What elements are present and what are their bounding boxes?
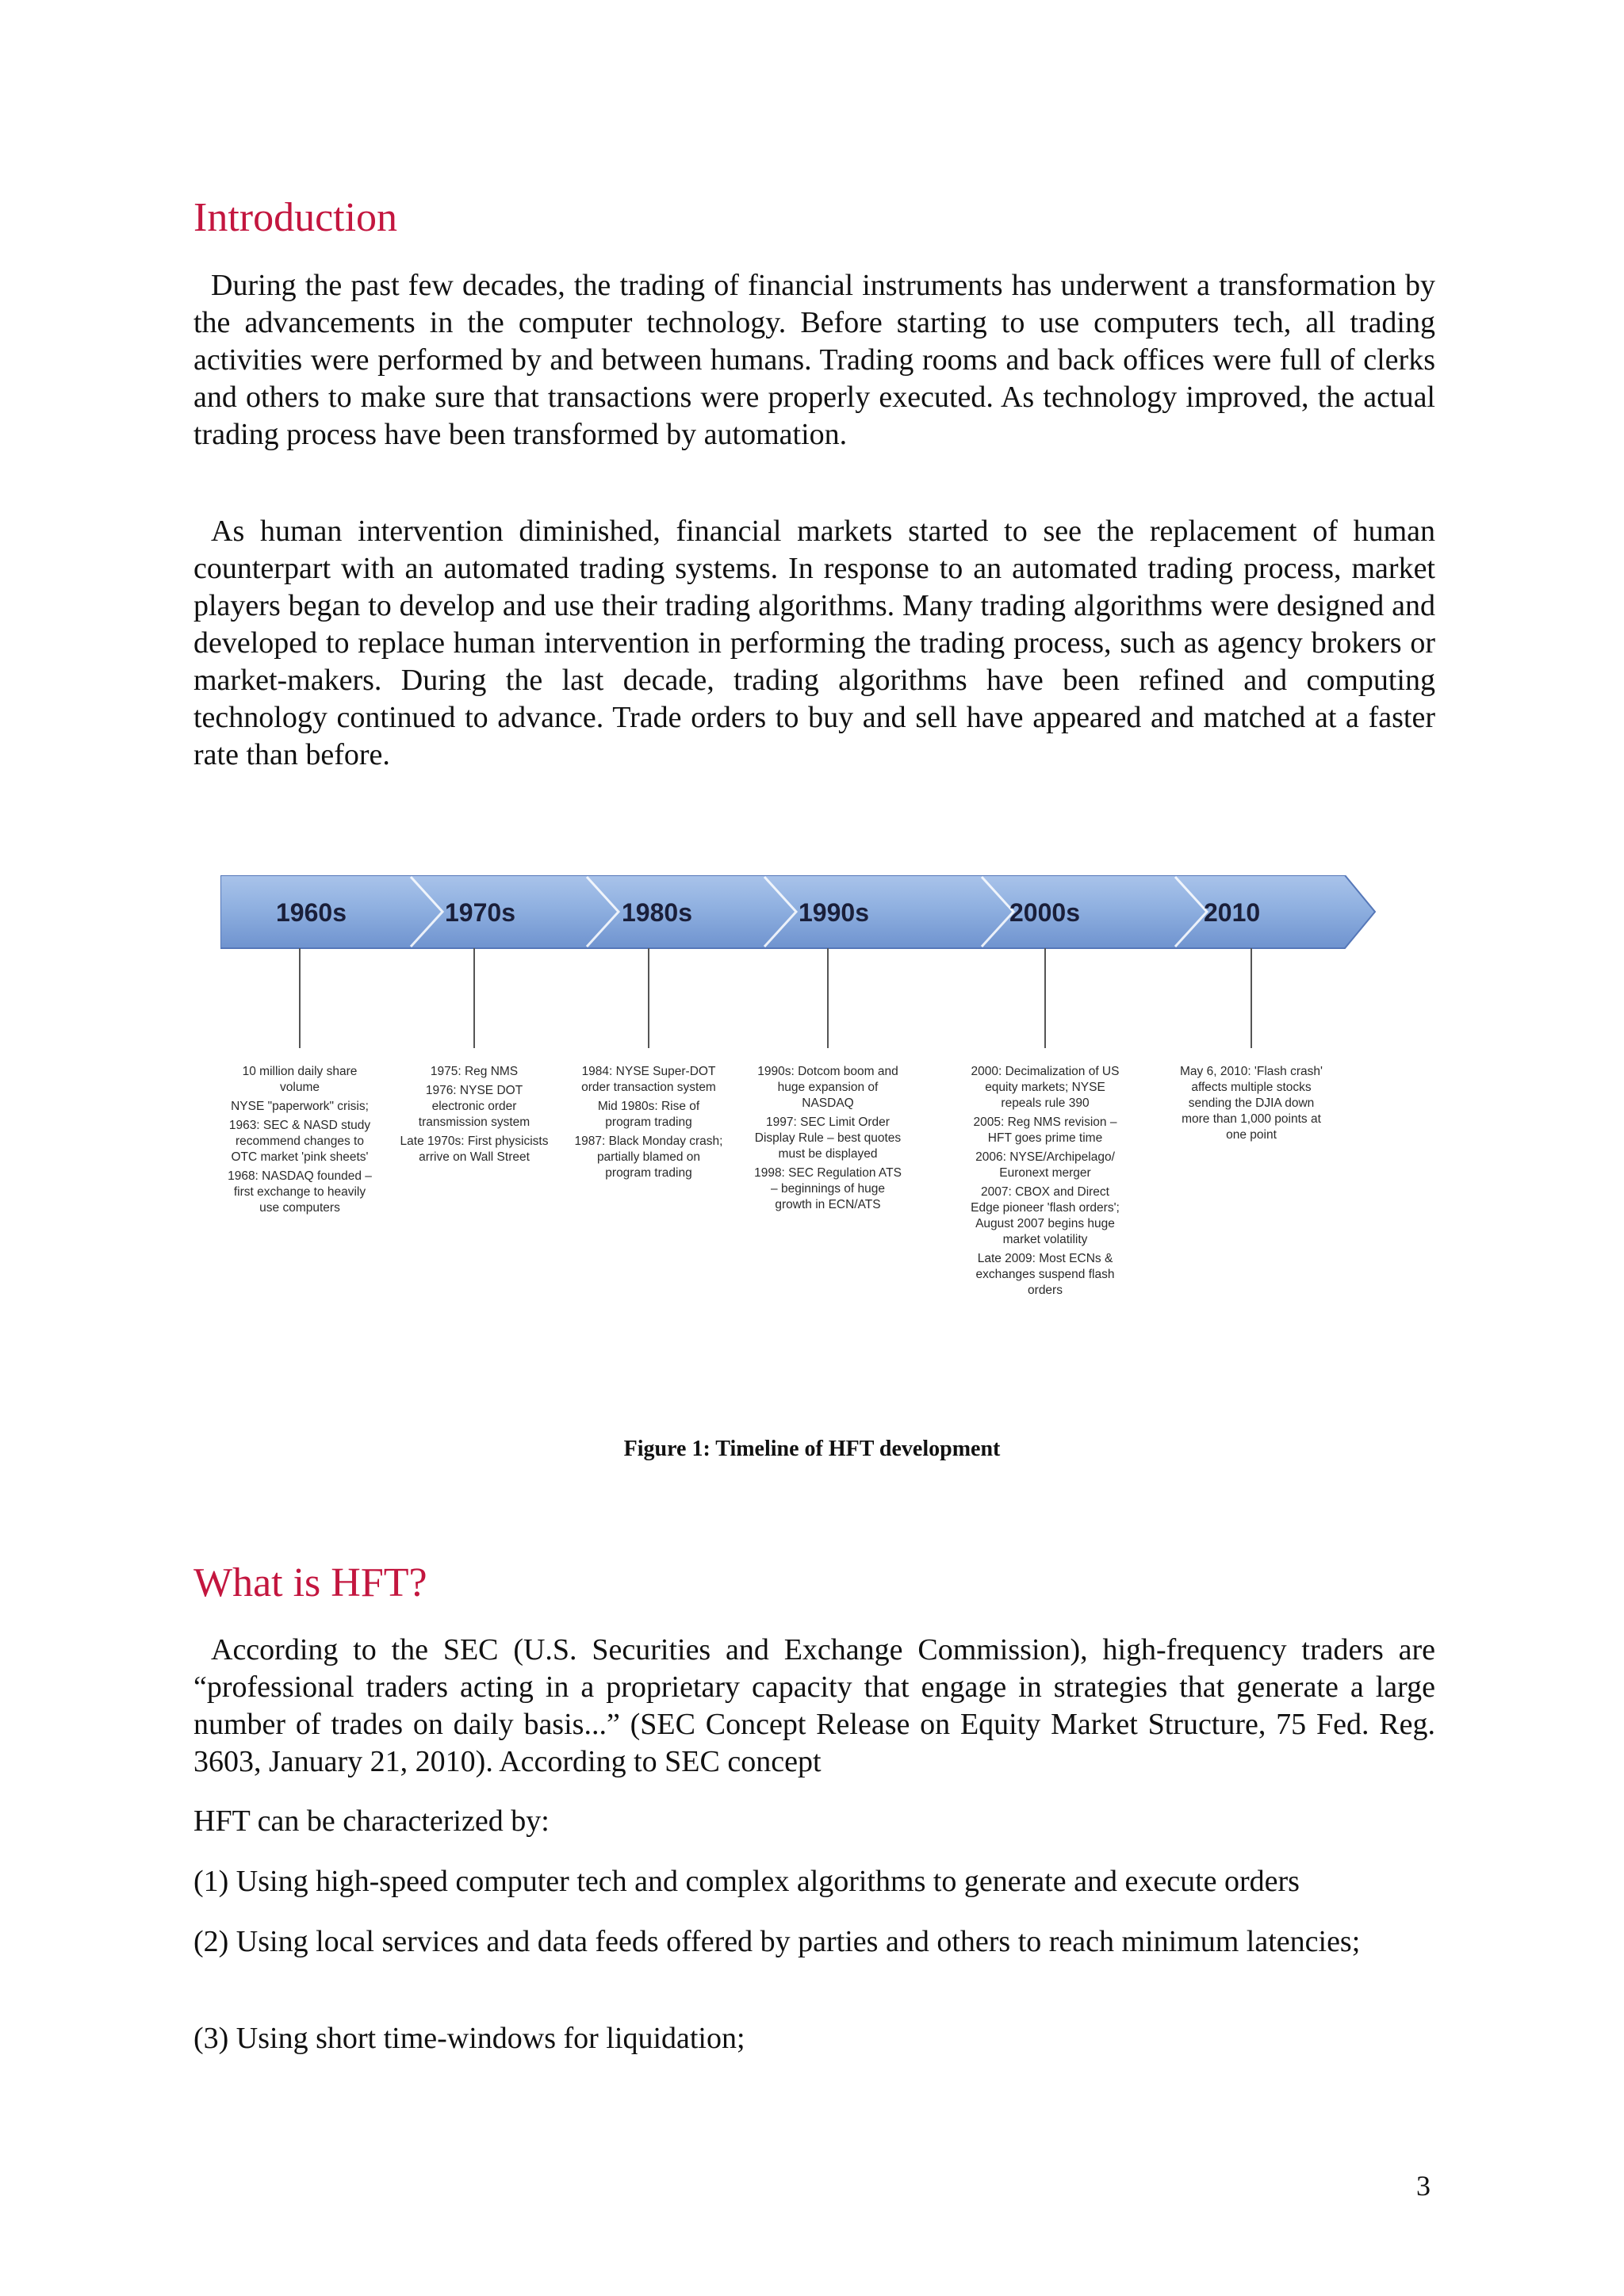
- timeline-era-label: 2010: [1204, 898, 1261, 927]
- hft-timeline-figure: [220, 875, 1377, 1403]
- timeline-event: 2005: Reg NMS revision – HFT goes prime time: [973, 1115, 1117, 1145]
- timeline-event: Late 2009: Most ECNs & exchanges suspend flash orders: [975, 1252, 1115, 1297]
- hft-item-2: (2) Using local services and data feeds offered by parties and others to reach minimum latencies;: [193, 1925, 1361, 1958]
- hft-item-1: (1) Using high-speed computer tech and complex algorithms to generate and execute orders: [193, 1865, 1300, 1898]
- timeline-event-group: [573, 1064, 724, 1184]
- timeline-era-label: 1980s: [622, 898, 692, 927]
- timeline-event: 1984: NYSE Super-DOT order transaction system: [581, 1065, 716, 1094]
- timeline-event: 2006: NYSE/Archipelago/ Euronext merger: [975, 1150, 1115, 1180]
- intro-paragraph-2: As human intervention diminished, financial markets started to see the replacement of human counterpart with an automated trading systems. In response to an automated trading process, market players began to develop and use their trading algorithms. Many trading algorithms were designed and developed to replace human intervention in performing the trading process, such as agency brokers or market-makers. During the last decade, trading algorithms have been refined and computing technology continued to advance. Trade orders to buy and sell have appeared and matched at a faster rate than before.: [193, 515, 1435, 771]
- hft-characterized-lead: HFT can be characterized by:: [193, 1804, 550, 1838]
- timeline-event: 1987: Black Monday crash; partially blamed on program trading: [574, 1135, 723, 1180]
- timeline-event-group: [399, 1064, 550, 1169]
- timeline-era-label: 1990s: [799, 898, 869, 927]
- hft-paragraph-1: According to the SEC (U.S. Securities and Exchange Commission), high-frequency traders are “professional traders acting in a proprietary capacity that engage in strategies that generate a large number of trades on daily basis...” (SEC Concept Release on Equity Market Structure, 75 Fed. Reg. 3603, January 21, 2010). According to SEC concept: [193, 1633, 1435, 1778]
- timeline-event-group: [970, 1064, 1120, 1302]
- timeline-event: 1963: SEC & NASD study recommend changes to OTC market 'pink sheets': [228, 1119, 371, 1164]
- timeline-event-group: [1176, 1064, 1327, 1146]
- timeline-era-label: 1970s: [445, 898, 515, 927]
- timeline-event: Late 1970s: First physicists arrive on Wall Street: [400, 1135, 549, 1164]
- section-title-introduction: Introduction: [193, 195, 398, 240]
- section-title-what-is-hft: What is HFT?: [193, 1560, 427, 1605]
- timeline-event: 1975: Reg NMS: [430, 1065, 519, 1078]
- timeline-event: NYSE "paperwork" crisis;: [231, 1100, 369, 1113]
- timeline-event: May 6, 2010: 'Flash crash' affects multiple stocks sending the DJIA down more than 1,000 points at one point: [1180, 1065, 1323, 1142]
- timeline-era-label: 2000s: [1009, 898, 1080, 927]
- timeline-event-group: [224, 1064, 375, 1219]
- timeline-event: 1990s: Dotcom boom and huge expansion of NASDAQ: [757, 1065, 898, 1110]
- timeline-event: 1968: NASDAQ founded – first exchange to heavily use computers: [228, 1169, 372, 1215]
- figure-caption: Figure 1: Timeline of HFT development: [623, 1437, 1001, 1461]
- intro-paragraph-1: During the past few decades, the trading of financial instruments has underwent a transformation by the advancements in the computer technology. Before starting to use computers tech, all trading activities were performed by and between humans. Trading rooms and back offices were full of clerks and others to make sure that transactions were properly executed. As technology improved, the actual trading process have been transformed by automation.: [193, 269, 1435, 451]
- timeline-event: Mid 1980s: Rise of program trading: [597, 1100, 700, 1129]
- timeline-event: 1997: SEC Limit Order Display Rule – best quotes must be displayed: [754, 1115, 902, 1161]
- timeline-event-group: [753, 1064, 903, 1216]
- timeline-event: 2000: Decimalization of US equity markets; NYSE repeals rule 390: [971, 1065, 1120, 1110]
- timeline-event: 1998: SEC Regulation ATS – beginnings of huge growth in ECN/ATS: [754, 1166, 902, 1211]
- page-number: 3: [1416, 2170, 1431, 2202]
- hft-item-3: (3) Using short time-windows for liquidation;: [193, 2022, 745, 2055]
- timeline-event: 10 million daily share volume: [242, 1065, 358, 1094]
- timeline-event: 1976: NYSE DOT electronic order transmission system: [418, 1084, 530, 1129]
- timeline-era-label: 1960s: [276, 898, 347, 927]
- timeline-event: 2007: CBOX and Direct Edge pioneer 'flash orders'; August 2007 begins huge market volatility: [971, 1185, 1120, 1246]
